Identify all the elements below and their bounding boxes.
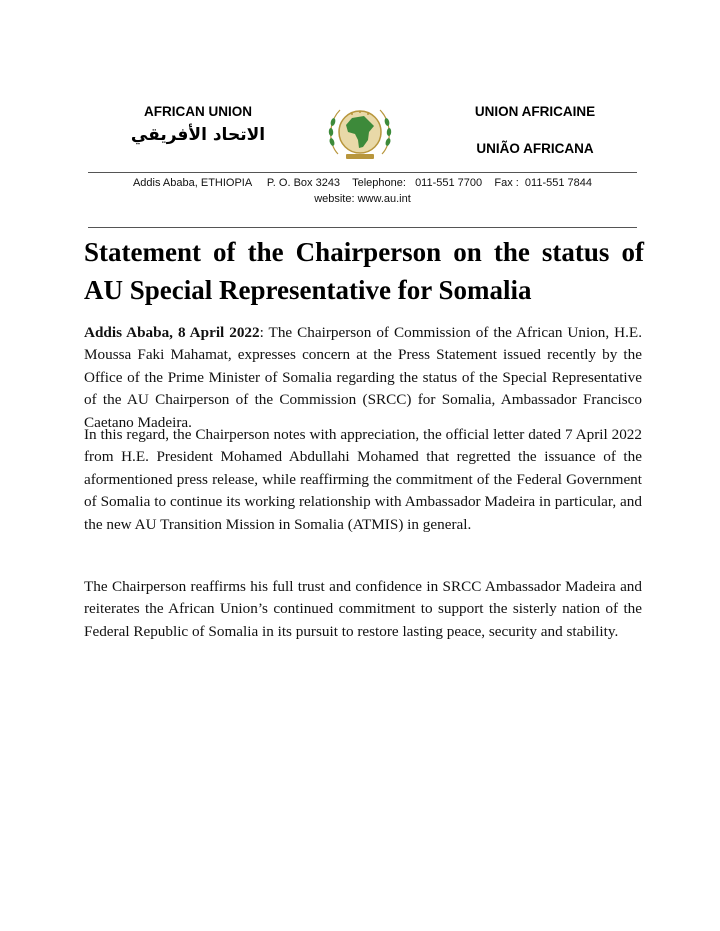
header-divider-bottom — [88, 227, 637, 228]
org-name-arabic: الاتحاد الأفريقي — [130, 125, 266, 145]
website-line: website: www.au.int — [314, 193, 411, 205]
org-name-portuguese: UNIÃO AFRICANA — [476, 141, 594, 156]
paragraph-2: In this regard, the Chairperson notes with appreciation, the official letter dated 7 April 2022 from H.E. President Mohamed Abdullahi Mohamed that regretted the issuance of the aformentioned press release, while reaffirming the commitment of the Federal Government of Somalia to continue its working relationship with Ambassador Madeira in particular, and the new AU Transition Mission in Somalia (ATMIS) in general. — [84, 426, 642, 533]
dateline: Addis Ababa, 8 April 2022 — [84, 324, 260, 341]
header-right — [455, 104, 615, 156]
header-divider-top — [88, 172, 637, 173]
african-union-emblem-icon — [322, 100, 398, 166]
paragraph-1-text: : The Chairperson of Commission of the African Union, H.E. Moussa Faki Mahamat, expresses concern at the Press Statement issued recently by the Office of the Prime Minister of Somalia regarding the status of the Special Representative of the AU Chairperson of the Commission (SRCC) for Somalia, Ambassador Francisco Caetano Madeira. — [84, 324, 642, 431]
org-name-english: AFRICAN UNION — [144, 104, 252, 119]
paragraph-1 — [84, 322, 642, 434]
statement-title: Statement of the Chairperson on the status of AU Special Representative for Somalia — [84, 237, 644, 305]
contact-line: Addis Ababa, ETHIOPIA P. O. Box 3243 Telephone: 011-551 7700 Fax : 011-551 7844 — [132, 177, 593, 189]
paragraph-3: The Chairperson reaffirms his full trust and confidence in SRCC Ambassador Madeira and reiterates the African Union’s continued commitment to support the sisterly nation of the Federal Republic of Somalia in its pursuit to restore lasting peace, security and stability. — [84, 578, 642, 640]
header-left — [118, 104, 278, 145]
org-name-french: UNION AFRICAINE — [474, 104, 596, 119]
